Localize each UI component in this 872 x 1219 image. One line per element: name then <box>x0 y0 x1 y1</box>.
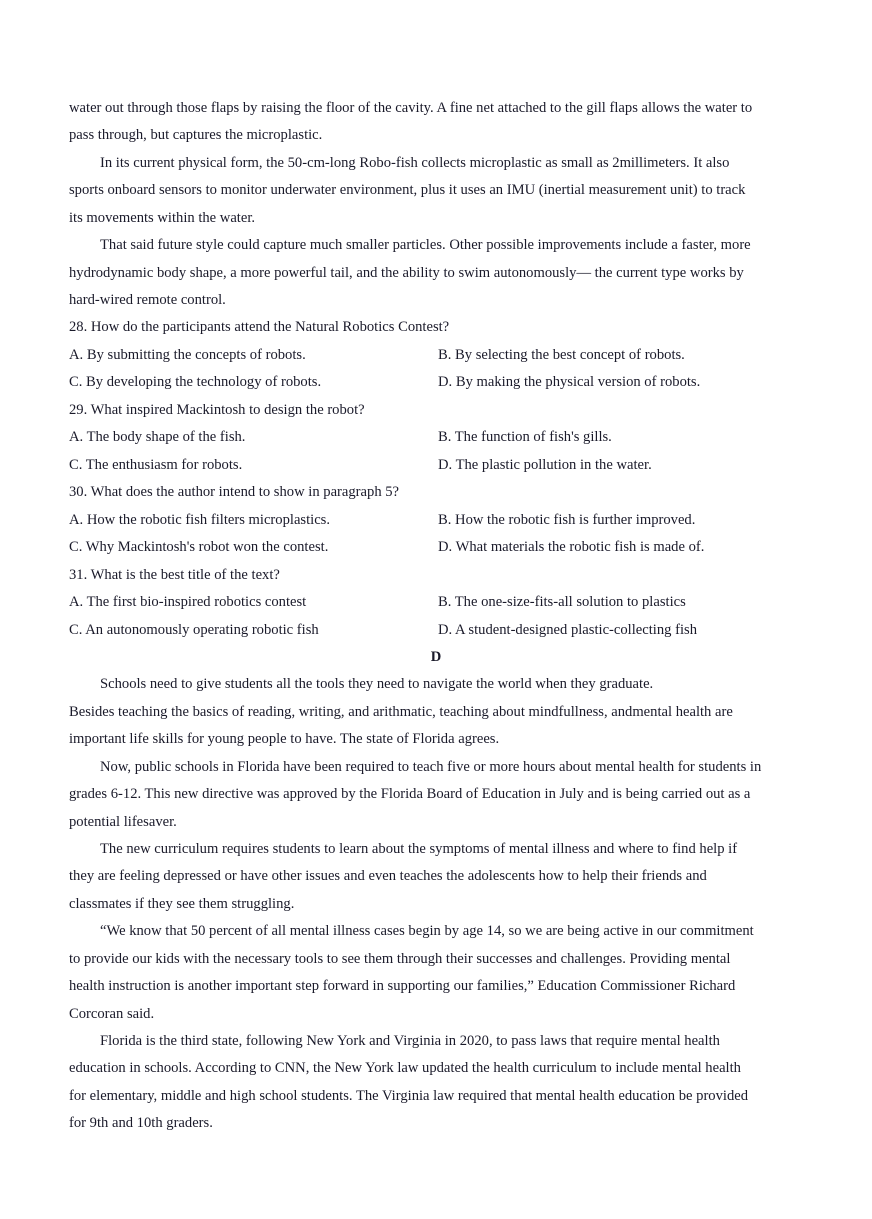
option-c: C. An autonomously operating robotic fish <box>69 622 319 638</box>
paragraph-line: for 9th and 10th graders. <box>69 1115 213 1131</box>
paragraph-line: potential lifesaver. <box>69 814 177 830</box>
paragraph-line: for elementary, middle and high school students. The Virginia law required that mental health education be provided <box>69 1088 749 1104</box>
paragraph-line: The new curriculum requires students to learn about the symptoms of mental illness and where to find help if <box>100 841 738 857</box>
option-a: A. The first bio-inspired robotics contest <box>69 594 307 610</box>
option-a: A. By submitting the concepts of robots. <box>69 347 306 363</box>
paragraph-line: classmates if they see them struggling. <box>69 896 295 912</box>
paragraph-line: health instruction is another important step forward in supporting our families,” Education Commissioner Richard <box>69 978 736 994</box>
paragraph-line: Now, public schools in Florida have been required to teach five or more hours about mental health for students in <box>100 759 762 775</box>
option-c: C. The enthusiasm for robots. <box>69 457 243 473</box>
paragraph-line: hard-wired remote control. <box>69 292 226 308</box>
question-stem: 29. What inspired Mackintosh to design the robot? <box>69 402 365 418</box>
option-a: A. How the robotic fish filters microplastics. <box>69 512 331 528</box>
paragraph-line: That said future style could capture much smaller particles. Other possible improvements include a faster, more <box>100 237 751 253</box>
paragraph-line: In its current physical form, the 50-cm-long Robo-fish collects microplastic as small as 2millimeters. It also <box>100 155 730 171</box>
paragraph-line: they are feeling depressed or have other issues and even teaches the adolescents how to help their friends and <box>69 868 707 884</box>
option-c: C. Why Mackintosh's robot won the contest. <box>69 539 329 555</box>
paragraph-line: its movements within the water. <box>69 210 256 226</box>
paragraph-line: “We know that 50 percent of all mental illness cases begin by age 14, so we are being active in our commitment <box>100 923 754 939</box>
option-d: D. A student-designed plastic-collecting fish <box>438 622 697 638</box>
question-stem: 31. What is the best title of the text? <box>69 567 280 583</box>
option-d: D. The plastic pollution in the water. <box>438 457 652 473</box>
paragraph-line: hydrodynamic body shape, a more powerful tail, and the ability to swim autonomously— the current type works by <box>69 265 744 281</box>
paragraph-line: Florida is the third state, following New York and Virginia in 2020, to pass laws that require mental health <box>100 1033 720 1049</box>
paragraph-line: Besides teaching the basics of reading, writing, and arithmatic, teaching about mindfullness, andmental health are <box>69 704 733 720</box>
paragraph-line: water out through those flaps by raising the floor of the cavity. A fine net attached to the gill flaps allows the water to <box>69 100 753 116</box>
question-stem: 30. What does the author intend to show in paragraph 5? <box>69 484 400 500</box>
option-b: B. The function of fish's gills. <box>438 429 612 445</box>
paragraph-line: education in schools. According to CNN, the New York law updated the health curriculum to include mental health <box>69 1060 741 1076</box>
paragraph-line: Corcoran said. <box>69 1006 155 1022</box>
option-c: C. By developing the technology of robots. <box>69 374 322 390</box>
paragraph-line: pass through, but captures the microplastic. <box>69 127 323 143</box>
paragraph-line: sports onboard sensors to monitor underwater environment, plus it uses an IMU (inertial measurement unit) to track <box>69 182 746 198</box>
option-b: B. How the robotic fish is further improved. <box>438 512 696 528</box>
paragraph-line: to provide our kids with the necessary tools to see them through their successes and challenges. Providing mental <box>69 951 731 967</box>
paragraph-line: important life skills for young people to have. The state of Florida agrees. <box>69 731 500 747</box>
option-d: D. What materials the robotic fish is made of. <box>438 539 705 555</box>
paragraph-line: Schools need to give students all the tools they need to navigate the world when they graduate. <box>100 676 654 692</box>
option-b: B. The one-size-fits-all solution to plastics <box>438 594 686 610</box>
section-heading: D <box>430 649 442 665</box>
option-b: B. By selecting the best concept of robots. <box>438 347 685 363</box>
question-stem: 28. How do the participants attend the Natural Robotics Contest? <box>69 319 450 335</box>
paragraph-line: grades 6-12. This new directive was approved by the Florida Board of Education in July and is being carried out as a <box>69 786 751 802</box>
option-d: D. By making the physical version of robots. <box>438 374 701 390</box>
option-a: A. The body shape of the fish. <box>69 429 246 445</box>
